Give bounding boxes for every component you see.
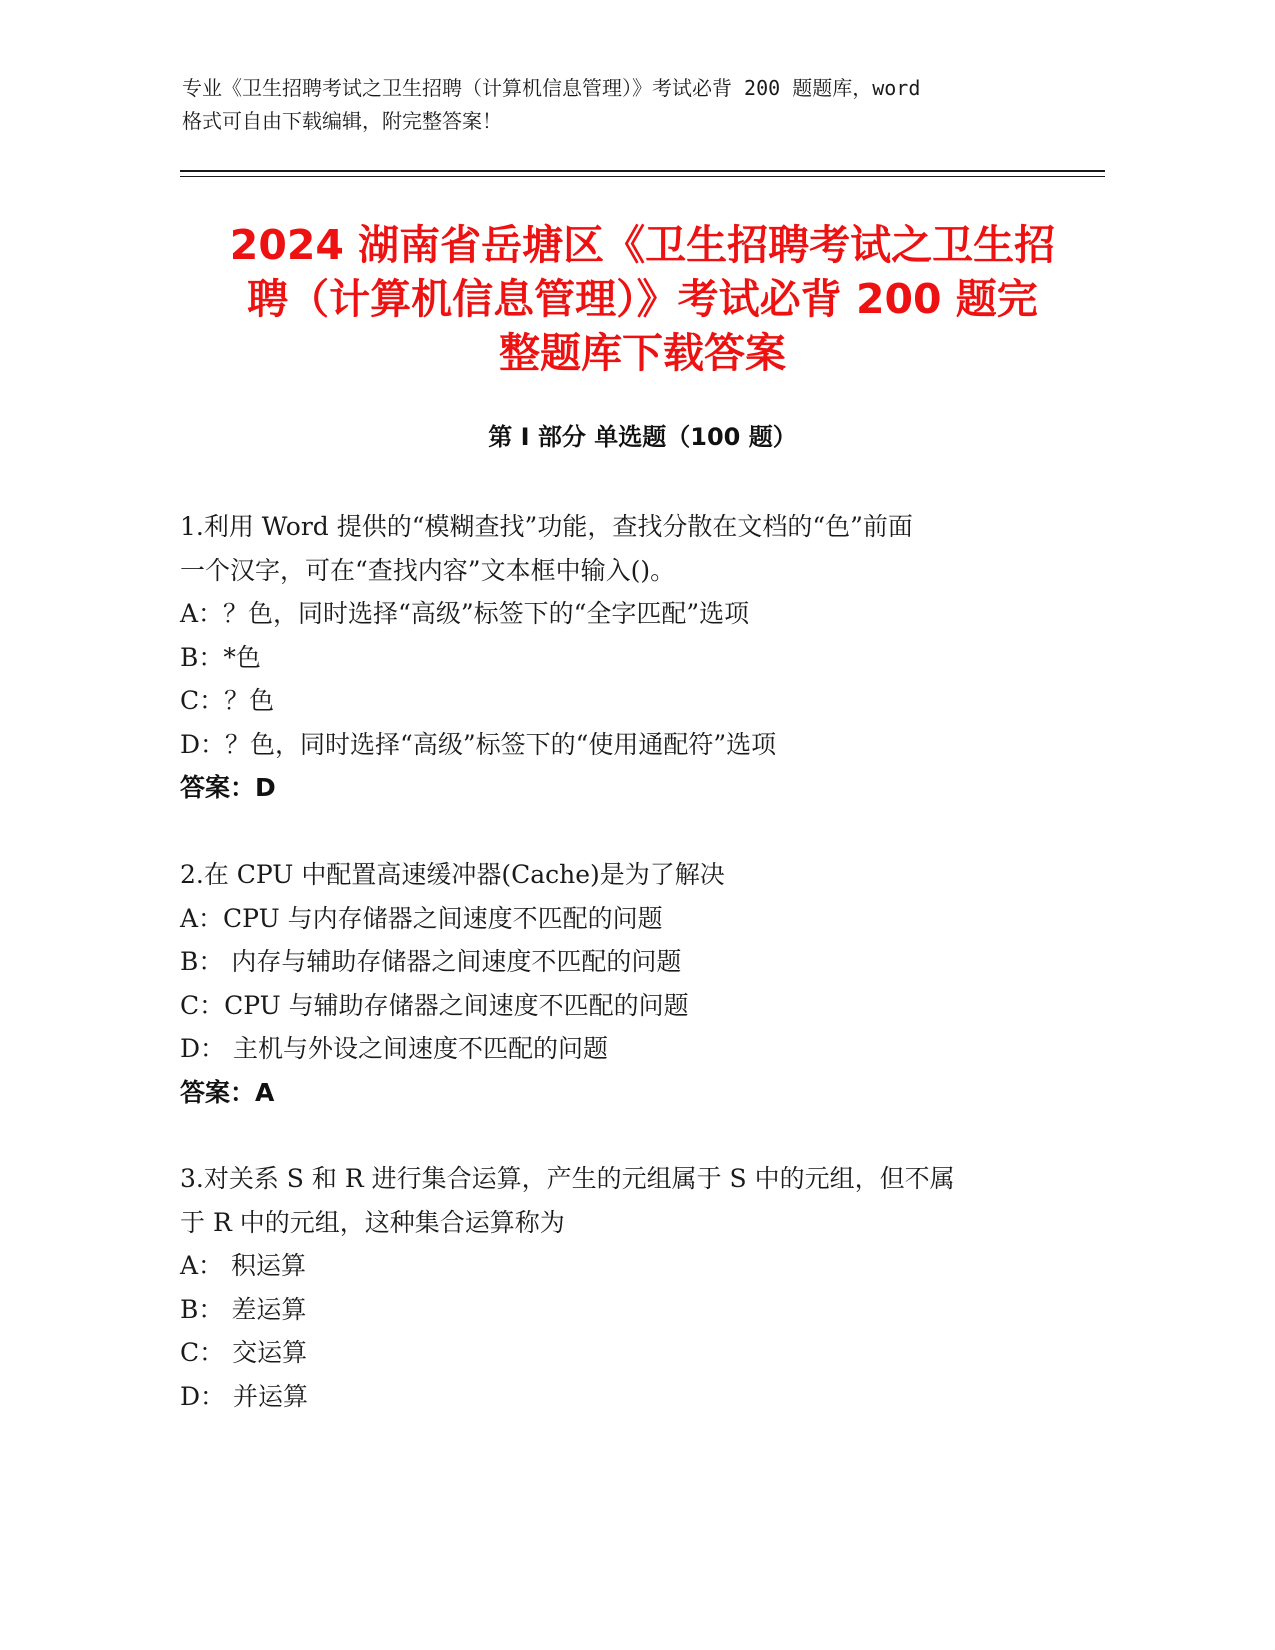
question-stem-line: 于 R 中的元组，这种集合运算称为 [180, 1207, 565, 1237]
question-3 [180, 1157, 1040, 1418]
question-stem-line: 1.利用 Word 提供的“模糊查找”功能，查找分散在文档的“色”前面 [180, 512, 913, 541]
answer-line: 答案：D [180, 773, 276, 802]
document-title [180, 218, 1105, 380]
header-note [182, 72, 1062, 138]
option-c: C：？色 [180, 686, 275, 715]
option-a: A：？色，同时选择“高级”标签下的“全字匹配”选项 [180, 599, 750, 628]
question-1 [180, 505, 1040, 810]
header-divider-thick [180, 170, 1105, 172]
question-stem-line: 一个汉字，可在“查找内容”文本框中输入()。 [180, 555, 676, 585]
header-divider-thin [180, 176, 1105, 177]
option-b: B： 内存与辅助存储器之间速度不匹配的问题 [180, 947, 682, 976]
option-c: C： 交运算 [180, 1338, 308, 1367]
title-line-1: 2024 湖南省岳塘区《卫生招聘考试之卫生招 [229, 221, 1056, 269]
title-line-3: 整题库下载答案 [499, 329, 786, 377]
option-d: D： 主机与外设之间速度不匹配的问题 [180, 1034, 608, 1063]
question-stem-line: 3.对关系 S 和 R 进行集合运算，产生的元组属于 S 中的元组，但不属 [180, 1164, 955, 1193]
header-note-line-2: 格式可自由下载编辑，附完整答案！ [182, 109, 502, 133]
option-b: B： 差运算 [180, 1294, 307, 1324]
option-b: B：*色 [180, 642, 261, 672]
option-d: D： 并运算 [180, 1381, 308, 1411]
option-a: A：CPU 与内存储器之间速度不匹配的问题 [180, 903, 663, 933]
question-2 [180, 853, 1040, 1114]
option-d: D：？色，同时选择“高级”标签下的“使用通配符”选项 [180, 729, 777, 759]
section-heading: 第 I 部分 单选题（100 题） [488, 423, 797, 451]
question-stem-line: 2.在 CPU 中配置高速缓冲器(Cache)是为了解决 [180, 860, 725, 889]
header-note-line-1: 专业《卫生招聘考试之卫生招聘（计算机信息管理）》考试必背 200 题题库，word [182, 76, 921, 100]
option-a: A： 积运算 [180, 1251, 307, 1280]
answer-line: 答案：A [180, 1077, 275, 1107]
title-line-2: 聘（计算机信息管理）》考试必背 200 题完 [247, 275, 1038, 323]
option-c: C：CPU 与辅助存储器之间速度不匹配的问题 [180, 990, 689, 1020]
